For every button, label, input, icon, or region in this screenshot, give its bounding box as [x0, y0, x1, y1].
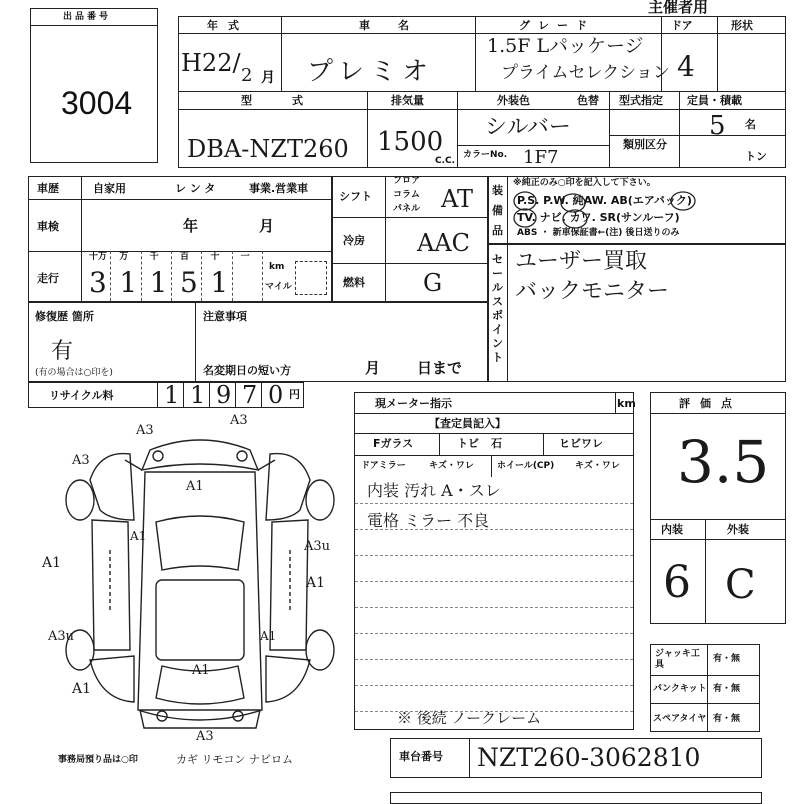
jack-yes-no: 有・無 — [713, 654, 741, 664]
spare-yes-no: 有・無 — [713, 714, 741, 724]
mileage-digits — [81, 251, 263, 301]
lot-number: 3004 — [61, 85, 133, 121]
drive-box — [332, 176, 488, 302]
exterior-score: C — [725, 562, 756, 608]
capacity-value: 5 — [709, 111, 726, 141]
overall-score: 3.5 — [677, 428, 770, 496]
header-label: 主催者用 — [648, 0, 709, 16]
mileage-digit-label: 千 — [149, 252, 159, 262]
model-label: 型式 — [241, 94, 343, 107]
color-no-value: 1F7 — [523, 147, 559, 168]
office-items: カギ リモコン ナビロム — [176, 753, 293, 766]
bottom-strip — [390, 792, 762, 804]
mileage-digit-cell — [81, 251, 111, 301]
recycle-box — [28, 382, 304, 408]
inspection-footnote: ※ 後続 ノークレーム — [397, 709, 542, 727]
month-value: 2 — [241, 65, 253, 86]
capacity-label: 定員・積載 — [687, 94, 742, 107]
color-value: シルバー — [485, 115, 571, 140]
exterior-label: 外装 — [727, 523, 749, 536]
recycle-digit: 1 — [190, 381, 206, 409]
chassis-label: 車台番号 — [399, 750, 443, 763]
history-opt-business: 事業.営業車 — [249, 182, 309, 195]
mark-5: A1 — [42, 555, 62, 571]
recycle-digit: 7 — [242, 381, 258, 409]
meter-label: 現メーター指示 — [375, 397, 452, 410]
chassis-number: NZT260-3062810 — [477, 743, 701, 772]
history-opt-private: 自家用 — [93, 182, 126, 195]
note-rule — [355, 581, 633, 582]
sales-label: セールスポイント — [492, 253, 503, 364]
history-label: 車歴 — [37, 182, 59, 195]
mileage-digit: 1 — [119, 266, 138, 299]
mileage-digit: 5 — [180, 266, 198, 299]
glass-opt-chip: トビ — [457, 437, 479, 450]
inspection-year: 年 — [183, 217, 199, 235]
floor-label: フロア — [393, 176, 421, 186]
model-value: DBA-NZT260 — [187, 135, 349, 163]
sales-box — [488, 244, 786, 382]
equipment-box — [488, 176, 786, 244]
name-label: 車名 — [359, 19, 437, 32]
capacity-unit: 名 — [745, 118, 756, 131]
equipment-label: 装備品 — [492, 184, 503, 237]
recycle-digit: 1 — [164, 381, 180, 409]
fuel-value: G — [423, 269, 443, 297]
mileage-digit-cell — [111, 251, 141, 301]
chassis-box — [390, 738, 762, 778]
recycle-digit-cell — [157, 383, 183, 407]
inspection-label: 車検 — [37, 220, 59, 233]
rating-label: 評価点 — [679, 397, 742, 410]
mirror-opt: キズ・ワレ — [429, 461, 474, 471]
notice-label: 注意事項 — [203, 310, 247, 323]
mileage-digit: 1 — [149, 266, 168, 299]
note-rule — [355, 633, 633, 634]
equipment-line-3: ABS ・ 新車保証書←(注) 後日送りのみ — [517, 228, 680, 238]
note-rule — [355, 685, 633, 686]
history-box — [28, 176, 332, 302]
glass-opt-crack: ヒビワレ — [559, 437, 603, 450]
recycle-digit: 0 — [268, 381, 284, 409]
type-spec-label: 型式指定 — [619, 94, 663, 107]
name-change-day: 日まで — [417, 359, 463, 377]
office-label: 事務局預り品は○印 — [58, 755, 138, 765]
lot-label: 出品番号 — [63, 12, 112, 22]
month-unit: 月 — [261, 70, 275, 86]
mile-label: マイル — [265, 282, 292, 292]
equipment-line-1: P.S. P.W. 純AW. AB(エアバック) — [517, 194, 692, 207]
shape-label: 形状 — [731, 19, 753, 32]
mileage-digit-label: 万 — [119, 252, 129, 262]
mileage-digit-label: 十 — [210, 252, 220, 262]
shift-value: AT — [441, 185, 474, 213]
repair-note: (有の場合は○印を) — [35, 368, 113, 378]
note-rule — [355, 555, 633, 556]
sales-line-1: ユーザー買取 — [515, 249, 648, 274]
repair-notice-box — [28, 302, 488, 382]
color-no-label: カラーNo. — [463, 150, 508, 160]
name-change-month: 月 — [365, 359, 381, 377]
vehicle-info-box — [178, 16, 786, 168]
recycle-unit: 円 — [289, 388, 300, 401]
repair-value: 有 — [51, 339, 74, 364]
tools-box — [650, 644, 760, 732]
displacement-label: 排気量 — [391, 94, 424, 107]
mark-2: A3 — [230, 413, 248, 428]
grade-label: グレード — [519, 19, 595, 32]
puncture-yes-no: 有・無 — [713, 684, 741, 694]
shift-label: シフト — [339, 190, 372, 203]
mileage-digit-label: 十万 — [89, 252, 108, 262]
history-opt-rental: レンタ — [175, 182, 220, 195]
mark-13: A1 — [260, 629, 277, 643]
mileage-digit-cell — [233, 251, 263, 301]
interior-score: 6 — [663, 557, 691, 608]
wheel-label: ホイール(CP) — [497, 461, 555, 471]
mirror-label: ドアミラー — [361, 461, 406, 471]
grade-value-1: 1.5F Lパッケージ — [487, 35, 644, 57]
sales-line-2: バックモニター — [515, 279, 670, 304]
inspector-label: 【査定員記入】 — [429, 417, 506, 430]
recycle-label: リサイクル料 — [49, 389, 114, 402]
mileage-label: 走行 — [37, 272, 59, 285]
mileage-digit-label: 一 — [240, 252, 250, 262]
recycle-digit-cell — [209, 383, 235, 407]
recycle-digit-cell — [261, 383, 287, 407]
mark-11: A3u — [304, 539, 331, 554]
wheel-opt: キズ・ワレ — [575, 461, 620, 471]
load-unit: トン — [745, 150, 767, 163]
equipment-line-2: TV. ナビ. カワ. SR(サンルーフ) — [517, 211, 680, 224]
inspection-note-1: 内装 汚れ A・スレ — [367, 481, 501, 500]
mark-7: A3u — [48, 629, 75, 644]
mark-3: A3 — [72, 453, 90, 468]
repair-label: 修復歴 箇所 — [35, 310, 94, 323]
year-value: H22/ — [181, 49, 241, 77]
fuel-label: 燃料 — [343, 276, 365, 289]
note-rule — [355, 659, 633, 660]
displacement-value: 1500 — [377, 127, 444, 157]
inspection-note-2: 電格 ミラー 不良 — [367, 511, 490, 530]
door-label: ドア — [671, 19, 693, 32]
displacement-unit: C.C. — [435, 156, 456, 166]
mileage-digit-label: 百 — [180, 252, 190, 262]
mark-10: A1 — [192, 663, 210, 678]
mark-9: A3 — [196, 729, 214, 744]
panel-label: パネル — [393, 204, 421, 214]
note-rule — [355, 503, 633, 504]
mark-4: A1 — [186, 479, 204, 494]
interior-label: 内装 — [661, 523, 683, 536]
equipment-circles — [489, 177, 787, 245]
mark-1: A3 — [136, 423, 154, 438]
color-label: 外装色 — [497, 94, 530, 107]
inspection-month: 月 — [259, 217, 275, 235]
mark-6: A1 — [306, 575, 326, 591]
puncture-label: パンクキット — [653, 684, 707, 694]
spare-label: スペアタイヤ — [653, 714, 707, 724]
name-change-label: 名変期日の短い方 — [203, 364, 291, 377]
class-label: 類別区分 — [623, 138, 667, 151]
mileage-digit-cell — [172, 251, 202, 301]
equipment-note: ※純正のみ○印を記入して下さい。 — [513, 178, 656, 188]
lot-box — [30, 8, 158, 163]
jack-label: ジャッキ工具 — [655, 649, 700, 670]
grade-value-2: プライムセレクション — [501, 63, 670, 83]
rating-box — [650, 392, 786, 624]
column-label: コラム — [393, 190, 420, 200]
ac-label: 冷房 — [343, 234, 365, 247]
door-value: 4 — [677, 50, 695, 83]
ac-value: AAC — [417, 229, 471, 257]
recycle-digit: 9 — [216, 381, 232, 409]
color-change-label: 色替 — [577, 94, 599, 107]
mileage-digit-cell — [202, 251, 232, 301]
inspection-box — [354, 392, 634, 730]
note-rule — [355, 607, 633, 608]
mileage-digit: 1 — [210, 266, 229, 299]
recycle-digits — [157, 383, 287, 407]
glass-label: Fガラス — [373, 437, 414, 450]
mileage-digit-cell — [142, 251, 172, 301]
name-value: プレミオ — [307, 57, 434, 87]
recycle-digit-cell — [235, 383, 261, 407]
year-label: 年式 — [207, 19, 249, 32]
meter-unit: km — [617, 397, 636, 410]
mileage-digit: 3 — [89, 266, 107, 299]
mark-8: A1 — [72, 681, 92, 697]
recycle-digit-cell — [183, 383, 209, 407]
glass-opt-stone: 石 — [491, 437, 502, 450]
mark-12: A1 — [130, 529, 147, 543]
km-label: km — [269, 262, 285, 272]
